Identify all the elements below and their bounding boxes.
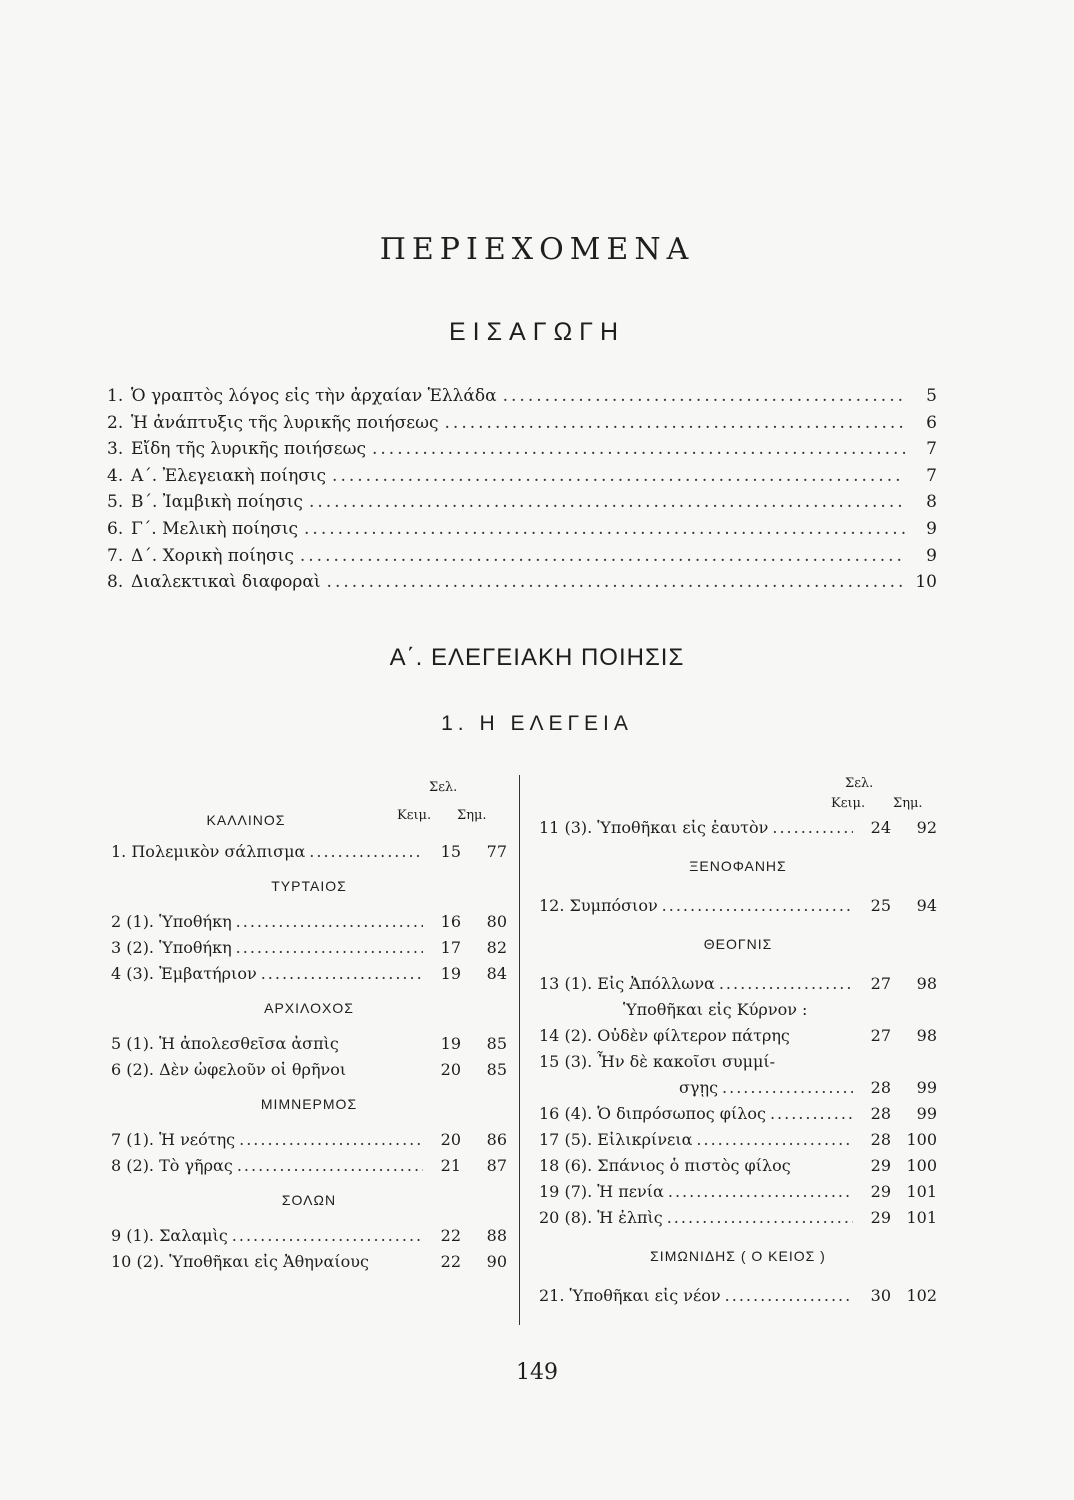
- leader-dots: [309, 842, 423, 861]
- entry-keim: 30: [870, 1286, 891, 1305]
- author-tyrtaios: ΤΥΡΤΑΙΟΣ: [271, 878, 347, 894]
- toc-page: 7: [926, 439, 937, 460]
- entry-label: 11 (3). Ὑποθῆκαι εἰς ἑαυτὸν: [539, 818, 769, 837]
- entry-keim: 17: [440, 938, 461, 957]
- toc-entry: [111, 1156, 507, 1182]
- toc-num: 5.: [107, 492, 124, 513]
- entry-label: 7 (1). Ἡ νεότης: [111, 1130, 236, 1149]
- toc-num: 6.: [107, 518, 124, 539]
- column-divider: [519, 775, 520, 1325]
- entry-sim: 99: [916, 1078, 937, 1097]
- toc-title: Γ΄. Μελικὴ ποίησις: [131, 518, 299, 539]
- entry-label: 17 (5). Εἰλικρίνεια: [539, 1130, 693, 1149]
- header-sim: Σημ.: [457, 808, 487, 823]
- toc-title: Β΄. Ἰαμβικὴ ποίησις: [131, 492, 303, 513]
- leader-dots: [239, 1130, 423, 1149]
- entry-sim: 99: [916, 1104, 937, 1123]
- toc-page: 9: [926, 545, 937, 566]
- entry-keim: 19: [440, 1034, 461, 1053]
- entry-label: 5 (1). Ἡ ἀπολεσθεῖσα ἀσπὶς: [111, 1034, 339, 1053]
- entry-label: 12. Συμπόσιον: [539, 896, 658, 915]
- toc-entry: [539, 974, 937, 1000]
- toc-entry: [111, 964, 507, 990]
- entry-sim: 87: [486, 1156, 507, 1175]
- entry-keim: 28: [870, 1104, 891, 1123]
- entry-sim: 88: [486, 1226, 507, 1245]
- leader-dots: [261, 964, 423, 983]
- toc-entry: [111, 1226, 507, 1252]
- entry-keim: 16: [440, 912, 461, 931]
- header-sim: Σημ.: [893, 796, 923, 811]
- entry-keim: 28: [870, 1130, 891, 1149]
- toc-entry: [539, 1026, 937, 1052]
- entry-sim: 100: [906, 1156, 937, 1175]
- leader-dots: [503, 386, 905, 406]
- entry-label: 15 (3). Ἦν δὲ κακοῖσι συμμί-: [539, 1052, 776, 1071]
- toc-page: 8: [926, 492, 937, 513]
- toc-title: Διαλεκτικαὶ διαφοραὶ: [131, 572, 321, 593]
- toc-num: 3.: [107, 439, 124, 460]
- entry-label: 19 (7). Ἡ πενία: [539, 1182, 664, 1201]
- leader-dots: [236, 912, 423, 931]
- entry-sim: 77: [486, 842, 507, 861]
- entry-label: 9 (1). Σαλαμὶς: [111, 1226, 228, 1245]
- leader-dots: [300, 546, 905, 566]
- author-solon: ΣΟΛΩΝ: [281, 1192, 337, 1208]
- entry-sim: 101: [906, 1182, 937, 1201]
- toc-entry: [539, 1078, 937, 1104]
- toc-title: Ἡ ἀνάπτυξις τῆς λυρικῆς ποιήσεως: [131, 412, 439, 433]
- toc-title: Ὁ γραπτὸς λόγος εἰς τὴν ἀρχαίαν Ἑλλάδα: [131, 386, 497, 406]
- toc-row: [107, 413, 937, 440]
- leader-dots: [327, 572, 905, 592]
- entry-sim: 85: [486, 1060, 507, 1079]
- toc-page: 9: [926, 518, 937, 539]
- toc-row: [107, 466, 937, 493]
- entry-keim: 20: [440, 1130, 461, 1149]
- toc-page: 10: [915, 572, 937, 593]
- right-column: [539, 770, 937, 1312]
- toc-page: 7: [926, 465, 937, 486]
- toc-entry: [111, 938, 507, 964]
- toc-title: Εἴδη τῆς λυρικῆς ποιήσεως: [131, 439, 366, 460]
- intro-heading: ΕΙΣΑΓΩΓΗ: [448, 318, 626, 346]
- leader-dots: [696, 1130, 853, 1149]
- intro-toc: [107, 386, 937, 599]
- entry-keim: 21: [440, 1156, 461, 1175]
- leader-dots: [309, 492, 905, 512]
- entry-label: 1. Πολεμικὸν σάλπισμα: [111, 842, 306, 861]
- entry-label: 13 (1). Εἰς Ἀπόλλωνα: [539, 974, 715, 993]
- header-keim: Κειμ.: [831, 796, 866, 811]
- entry-sim: 90: [486, 1252, 507, 1271]
- entry-sim: 82: [486, 938, 507, 957]
- author-xenophanes: ΞΕΝΟΦΑΝΗΣ: [689, 858, 787, 874]
- entry-sim: 86: [486, 1130, 507, 1149]
- toc-entry: [111, 1130, 507, 1156]
- leader-dots: [232, 1226, 423, 1245]
- entry-keim: 29: [870, 1208, 891, 1227]
- entry-sim: 80: [486, 912, 507, 931]
- toc-row: [107, 386, 937, 413]
- entry-keim: 22: [440, 1226, 461, 1245]
- toc-entry-line1: [539, 1052, 937, 1078]
- toc-num: 8.: [107, 572, 124, 593]
- toc-entry: [539, 896, 937, 922]
- subsection-heading: 1. Η ΕΛΕΓΕΙΑ: [441, 712, 633, 735]
- toc-entry: [111, 842, 507, 868]
- toc-num: 4.: [107, 465, 124, 486]
- entry-label: 8 (2). Τὸ γῆρας: [111, 1156, 233, 1175]
- entry-label: 4 (3). Ἐμβατήριον: [111, 964, 257, 983]
- entry-keim: 29: [870, 1156, 891, 1175]
- entry-keim: 24: [870, 818, 891, 837]
- entry-label: 10 (2). Ὑποθῆκαι εἰς Ἀθηναίους: [111, 1252, 369, 1271]
- page-title: ΠΕΡΙΕΧΟΜΕΝΑ: [379, 232, 695, 267]
- toc-entry: [111, 1252, 507, 1278]
- toc-entry: [539, 1286, 937, 1312]
- toc-entry: [111, 1060, 507, 1086]
- entry-sim: 100: [906, 1130, 937, 1149]
- leader-dots: [722, 1078, 853, 1097]
- toc-num: 2.: [107, 412, 124, 433]
- subgroup-title: Ὑποθῆκαι εἰς Κύρνον :: [623, 1000, 808, 1019]
- entry-sim: 92: [916, 818, 937, 837]
- toc-entry: [539, 1104, 937, 1130]
- entry-sim: 84: [486, 964, 507, 983]
- entry-label: 6 (2). Δὲν ὠφελοῦν οἱ θρῆνοι: [111, 1060, 347, 1079]
- toc-row: [107, 492, 937, 519]
- leader-dots: [662, 896, 853, 915]
- entry-label: 14 (2). Οὐδὲν φίλτερον πάτρης: [539, 1026, 790, 1045]
- leader-dots: [332, 466, 905, 486]
- leader-dots: [719, 974, 853, 993]
- toc-page: 6: [926, 412, 937, 433]
- leader-dots: [237, 1156, 423, 1175]
- entry-sim: 102: [906, 1286, 937, 1305]
- entry-keim: 28: [870, 1078, 891, 1097]
- toc-row: [107, 519, 937, 546]
- toc-num: 7.: [107, 545, 124, 566]
- entry-keim: 29: [870, 1182, 891, 1201]
- leader-dots: [770, 1104, 853, 1123]
- toc-row: [107, 439, 937, 466]
- entry-label: 21. Ὑποθῆκαι εἰς νέον: [539, 1286, 721, 1305]
- column-header: [111, 780, 507, 802]
- entry-sim: 98: [916, 974, 937, 993]
- entry-keim: 27: [870, 1026, 891, 1045]
- entry-label: σγῃς: [679, 1078, 719, 1097]
- entry-label: 3 (2). Ὑποθήκη: [111, 938, 232, 957]
- toc-entry: [539, 1156, 937, 1182]
- entry-sim: 85: [486, 1034, 507, 1053]
- entry-label: 18 (6). Σπάνιος ὁ πιστὸς φίλος: [539, 1156, 791, 1175]
- leader-dots: [445, 413, 905, 433]
- toc-page: 5: [926, 386, 937, 406]
- toc-row: [107, 572, 937, 599]
- entry-label: 16 (4). Ὁ διπρόσωπος φίλος: [539, 1104, 766, 1123]
- entry-label: 2 (1). Ὑποθήκη: [111, 912, 232, 931]
- entry-keim: 19: [440, 964, 461, 983]
- author-kallinos: ΚΑΛΛΙΝΟΣ: [206, 812, 286, 828]
- author-simonides: ΣΙΜΩΝΙΔΗΣ ( Ο ΚΕΙΟΣ ): [650, 1248, 826, 1264]
- entry-keim: 15: [440, 842, 461, 861]
- toc-entry: [539, 1182, 937, 1208]
- entry-sim: 94: [916, 896, 937, 915]
- leader-dots: [667, 1208, 853, 1227]
- leader-dots: [772, 818, 853, 837]
- entry-keim: 22: [440, 1252, 461, 1271]
- section-heading: Α΄. ΕΛΕΓΕΙΑΚΗ ΠΟΙΗΣΙΣ: [389, 644, 685, 671]
- header-keim: Κειμ.: [397, 808, 432, 823]
- toc-entry: [539, 1130, 937, 1156]
- column-header: [539, 770, 937, 810]
- header-sel: Σελ.: [845, 776, 874, 791]
- toc-title: Δ΄. Χορικὴ ποίησις: [131, 545, 294, 566]
- entry-sim: 101: [906, 1208, 937, 1227]
- toc-entry: [111, 912, 507, 938]
- toc-entry: [111, 1034, 507, 1060]
- entry-sim: 98: [916, 1026, 937, 1045]
- entry-keim: 25: [870, 896, 891, 915]
- author-mimnermos: ΜΙΜΝΕΡΜΟΣ: [260, 1096, 358, 1112]
- author-theognis: ΘΕΟΓΝΙΣ: [703, 936, 773, 952]
- toc-title: Α΄. Ἐλεγειακὴ ποίησις: [131, 465, 327, 486]
- entry-keim: 20: [440, 1060, 461, 1079]
- author-archilochos: ΑΡΧΙΛΟΧΟΣ: [264, 1000, 354, 1016]
- toc-entry: [539, 1208, 937, 1234]
- leader-dots: [372, 439, 905, 459]
- toc-row: [107, 546, 937, 573]
- leader-dots: [725, 1286, 853, 1305]
- toc-entry: [539, 818, 937, 844]
- leader-dots: [668, 1182, 853, 1201]
- leader-dots: [236, 938, 423, 957]
- entry-keim: 27: [870, 974, 891, 993]
- left-column: [111, 780, 507, 1278]
- toc-num: 1.: [107, 386, 124, 406]
- leader-dots: [304, 519, 905, 539]
- page-number: 149: [516, 1360, 558, 1385]
- header-sel: Σελ.: [429, 780, 458, 795]
- entry-label: 20 (8). Ἡ ἐλπὶς: [539, 1208, 663, 1227]
